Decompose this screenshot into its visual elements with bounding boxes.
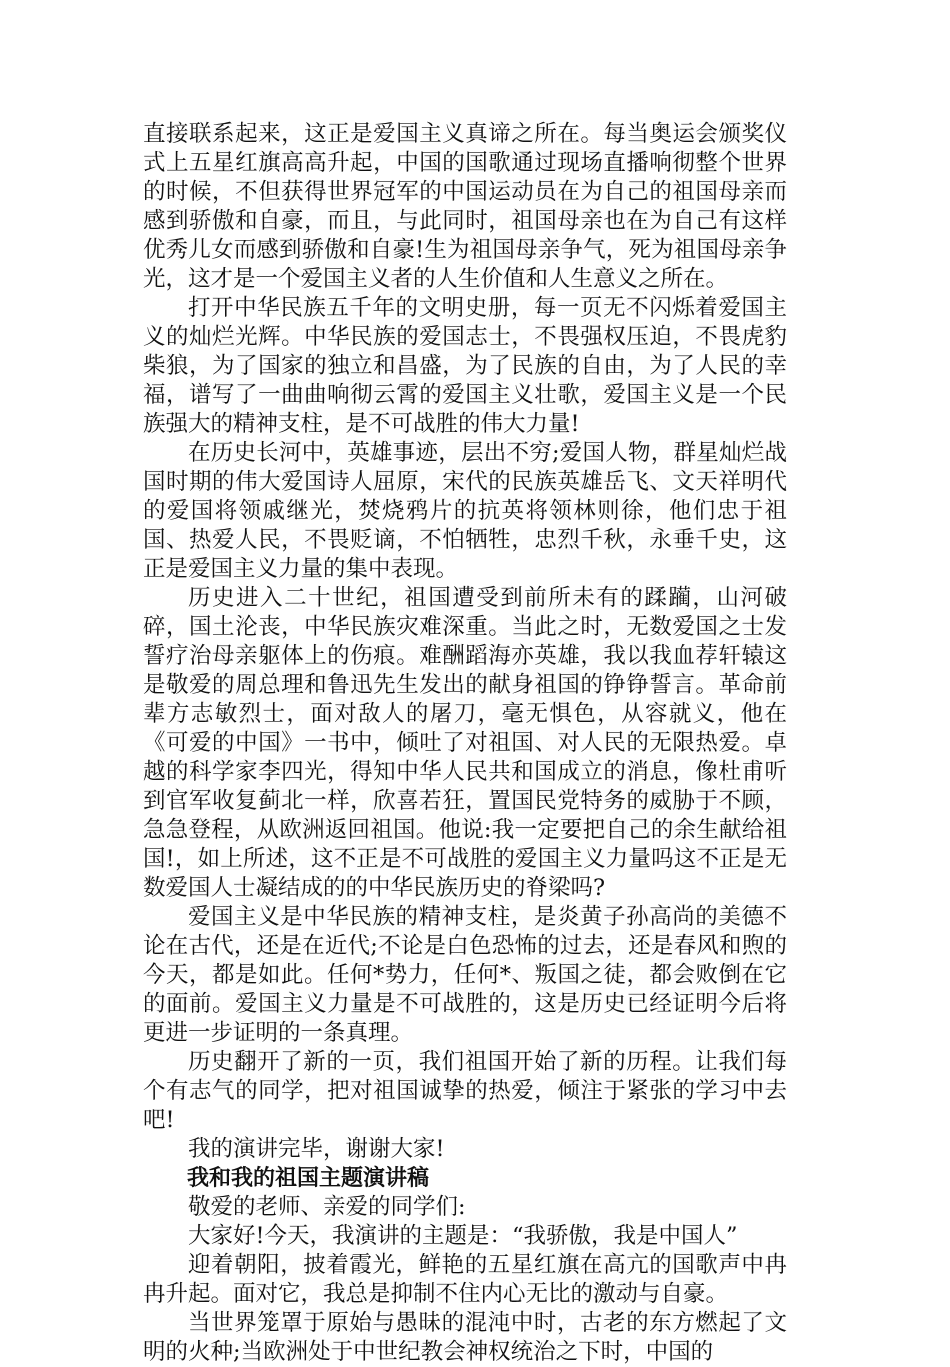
paragraph-closing: 我的演讲完毕，谢谢大家! bbox=[188, 1136, 445, 1162]
section-heading: 我和我的祖国主题演讲稿 bbox=[187, 1166, 430, 1191]
paragraph-new-page: 历史翻开了新的一页，我们祖国开始了新的历程。让我们每个有志气的同学，把对祖国诚挚的热爱，倾注于紧张的学习中去吧! bbox=[143, 1049, 787, 1133]
document-page bbox=[143, 120, 787, 1367]
paragraph-twentieth-century: 历史进入二十世纪，祖国遭受到前所未有的蹂躏，山河破碎，国土沦丧，中华民族灾难深重。当此之时，无数爱国之士发誓疗治母亲躯体上的伤痕。难酬蹈海亦英雄，我以我血荐轩辕这是敬爱的周总理和鲁迅先生发出的献身祖国的铮铮誓言。革命前辈方志敏烈士，面对敌人的屠刀，毫无惧色，从容就义，他在《可爱的中国》一书中，倾吐了对祖国、对人民的无限热爱。卓越的科学家李四光，得知中华人民共和国成立的消息，像杜甫听到官军收复蓟北一样，欣喜若狂，置国民党特务的威胁于不顾，急急登程，从欧洲返回祖国。他说:我一定要把自己的余生献给祖国!，如上所述，这不正是不可战胜的爱国主义力量吗这不正是无数爱国人士凝结成的的中华民族历史的脊梁吗? bbox=[143, 585, 787, 901]
paragraph-patriotism-pillar: 爱国主义是中华民族的精神支柱，是炎黄子孙高尚的美德不论在古代，还是在近代;不论是白色恐怖的过去，还是春风和煦的今天，都是如此。任何*势力，任何*、叛国之徒，都会败倒在它的面前。爱国主义力量是不可战胜的，这是历史已经证明今后将更进一步证明的一条真理。 bbox=[143, 904, 787, 1046]
paragraph-civilization: 当世界笼罩于原始与愚昧的混沌中时，古老的东方燃起了文明的火种;当欧洲处于中世纪教会神权统治之下时，中国的 bbox=[143, 1310, 787, 1365]
paragraph-topic: 大家好!今天，我演讲的主题是：“我骄傲，我是中国人” bbox=[188, 1223, 738, 1249]
paragraph-sunrise: 迎着朝阳，披着霞光，鲜艳的五星红旗在高亢的国歌声中冉冉升起。面对它，我总是抑制不住内心无比的激动与自豪。 bbox=[143, 1252, 787, 1307]
paragraph-history-book: 打开中华民族五千年的文明史册，每一页无不闪烁着爱国主义的灿烂光辉。中华民族的爱国志士，不畏强权压迫，不畏虎豹柴狼，为了国家的独立和昌盛，为了民族的自由，为了人民的幸福，谱写了一曲曲响彻云霄的爱国主义壮歌，爱国主义是一个民族强大的精神支柱，是不可战胜的伟大力量! bbox=[143, 295, 787, 437]
paragraph-heroes: 在历史长河中，英雄事迹，层出不穷;爱国人物，群星灿烂战国时期的伟大爱国诗人屈原，宋代的民族英雄岳飞、文天祥明代的爱国将领戚继光，焚烧鸦片的抗英将领林则徐，他们忠于祖国、热爱人民，不畏贬谪，不怕牺牲，忠烈千秋，永垂千史，这正是爱国主义力量的集中表现。 bbox=[143, 440, 787, 582]
paragraph-greeting: 敬爱的老师、亲爱的同学们: bbox=[188, 1194, 466, 1220]
paragraph-continuation: 直接联系起来，这正是爱国主义真谛之所在。每当奥运会颁奖仪式上五星红旗高高升起，中国的国歌通过现场直播响彻整个世界的时候，不但获得世界冠军的中国运动员在为自己的祖国母亲而感到骄傲和自豪，而且，与此同时，祖国母亲也在为自己有这样优秀儿女而感到骄傲和自豪!生为祖国母亲争气，死为祖国母亲争光，这才是一个爱国主义者的人生价值和人生意义之所在。 bbox=[143, 121, 787, 292]
